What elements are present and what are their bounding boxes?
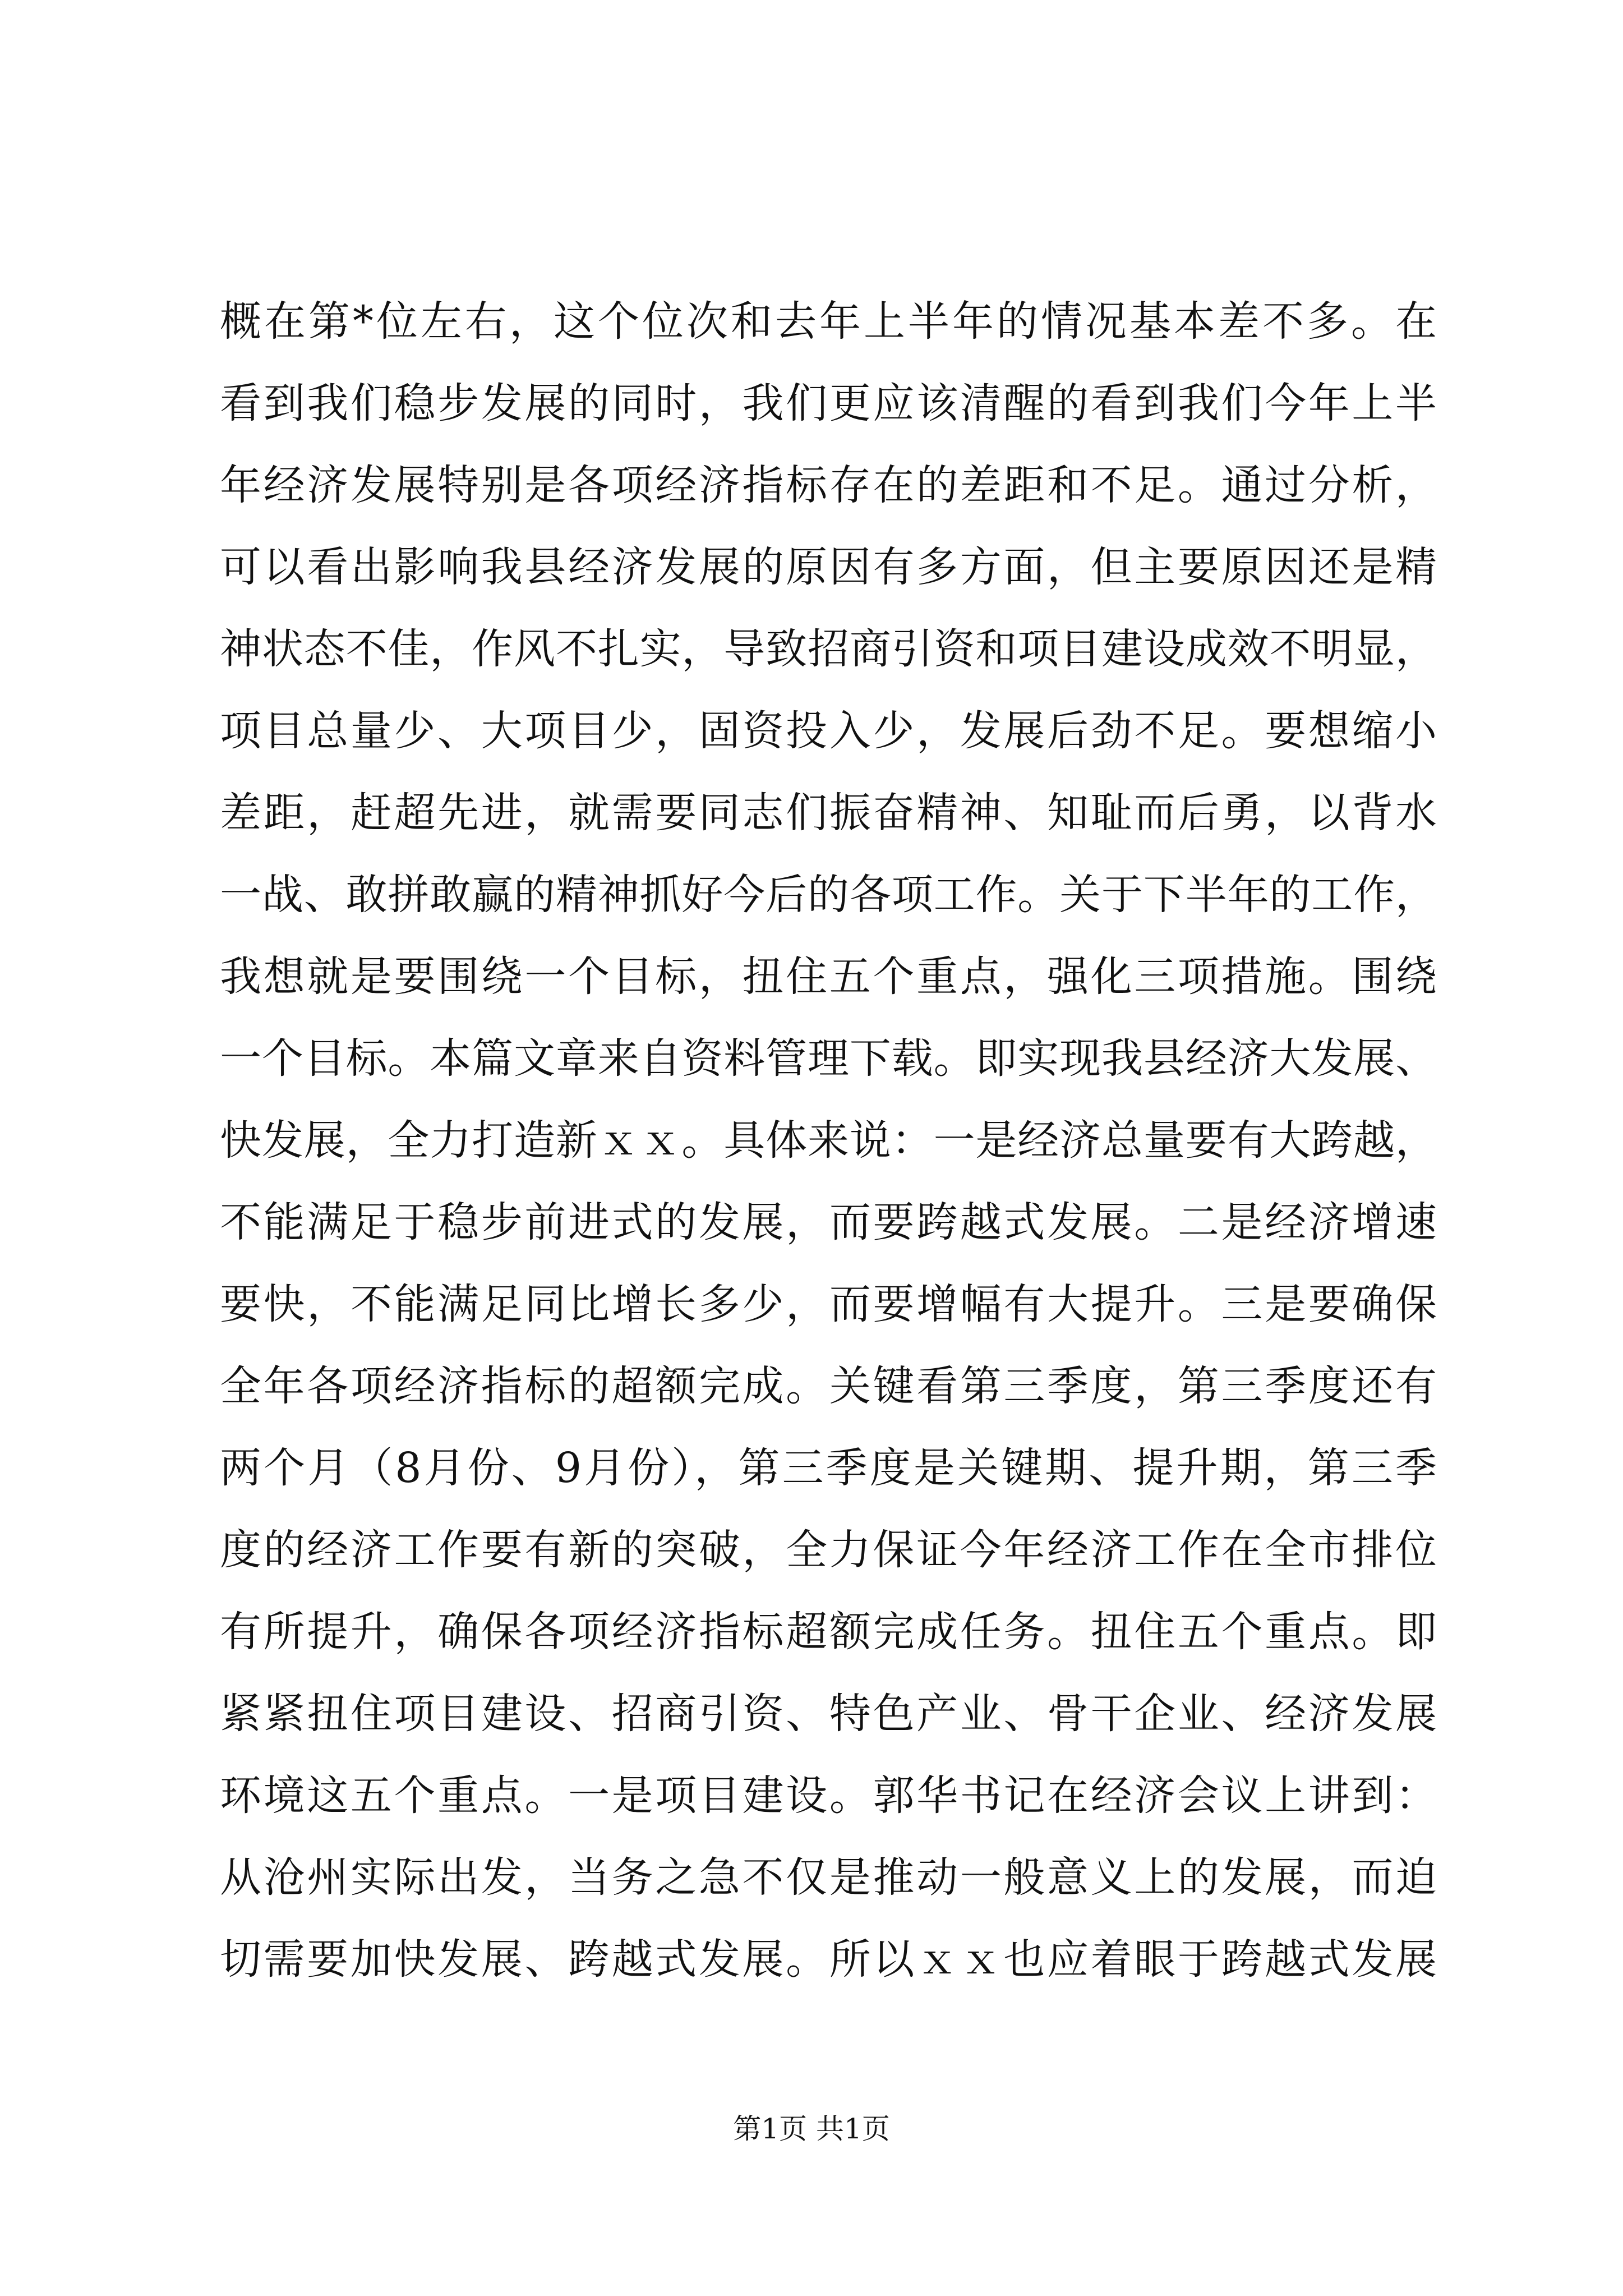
text-line: 年经济发展特别是各项经济指标存在的差距和不足。通过分析， (220, 461, 1437, 509)
text-line: 快发展，全力打造新ｘｘ。具体来说：一是经济总量要有大跨越， (220, 1116, 1437, 1165)
text-line: 可以看出影响我县经济发展的原因有多方面，但主要原因还是精 (220, 543, 1437, 591)
text-line: 项目总量少、大项目少，固资投入少，发展后劲不足。要想缩小 (220, 707, 1437, 755)
text-line: 一个目标。本篇文章来自资料管理下载。即实现我县经济大发展、 (220, 1034, 1437, 1083)
body-text (220, 280, 1437, 2000)
page-number: 第1页 共1页 (733, 2113, 890, 2145)
text-line: 全年各项经济指标的超额完成。关键看第三季度，第三季度还有 (220, 1362, 1437, 1410)
text-line: 差距，赶超先进，就需要同志们振奋精神、知耻而后勇，以背水 (220, 789, 1437, 837)
text-line: 度的经济工作要有新的突破，全力保证今年经济工作在全市排位 (220, 1526, 1437, 1574)
text-line: 有所提升，确保各项经济指标超额完成任务。扭住五个重点。即 (220, 1608, 1437, 1656)
text-line: 我想就是要围绕一个目标，扭住五个重点，强化三项措施。围绕 (220, 953, 1437, 1001)
text-line: 紧紧扭住项目建设、招商引资、特色产业、骨干企业、经济发展 (220, 1690, 1437, 1738)
page-footer (0, 2109, 1623, 2148)
text-line: 概在第*位左右，这个位次和去年上半年的情况基本差不多。在 (220, 297, 1437, 346)
text-line: 要快，不能满足同比增长多少，而要增幅有大提升。三是要确保 (220, 1280, 1437, 1328)
text-line: 神状态不佳，作风不扎实，导致招商引资和项目建设成效不明显， (220, 625, 1437, 673)
text-line: 环境这五个重点。一是项目建设。郭华书记在经济会议上讲到： (220, 1772, 1437, 1820)
text-line: 两个月（8月份、9月份），第三季度是关键期、提升期，第三季 (220, 1444, 1437, 1492)
text-line: 看到我们稳步发展的同时，我们更应该清醒的看到我们今年上半 (220, 379, 1437, 427)
text-line: 不能满足于稳步前进式的发展，而要跨越式发展。二是经济增速 (220, 1198, 1437, 1246)
text-line: 从沧州实际出发，当务之急不仅是推动一般意义上的发展，而迫 (220, 1853, 1437, 1902)
text-line: 切需要加快发展、跨越式发展。所以ｘｘ也应着眼于跨越式发展 (220, 1935, 1437, 1984)
text-line: 一战、敢拼敢赢的精神抓好今后的各项工作。关于下半年的工作， (220, 871, 1437, 919)
